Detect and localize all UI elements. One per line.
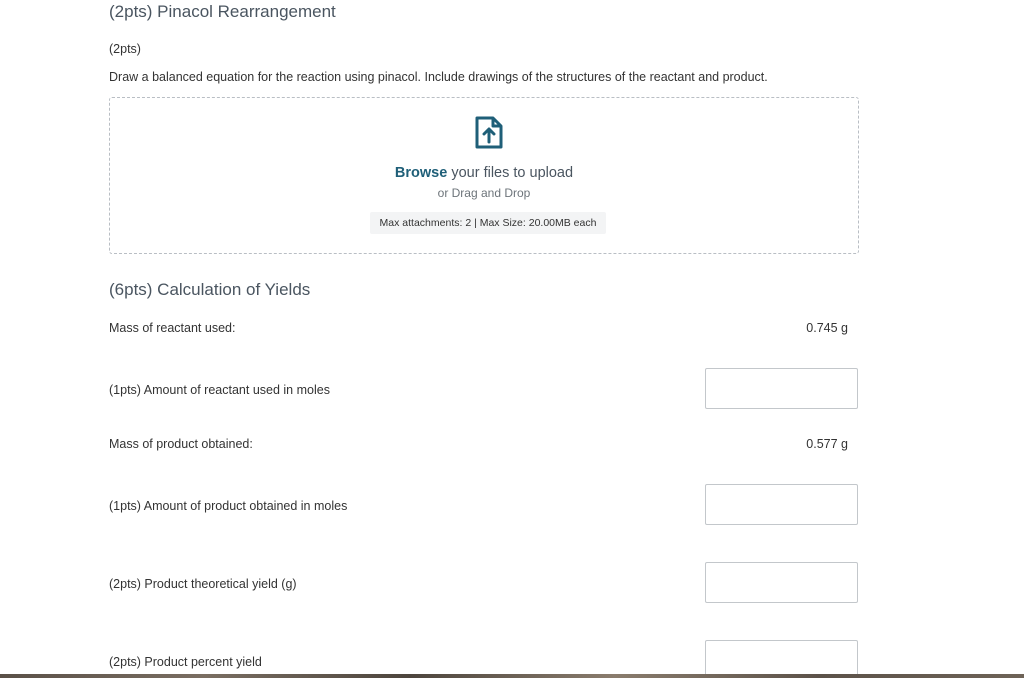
row-label-reactant-moles: (1pts) Amount of reactant used in moles <box>109 383 330 397</box>
upload-limits-badge: Max attachments: 2 | Max Size: 20.00MB each <box>370 212 606 234</box>
row-label-percent-yield: (2pts) Product percent yield <box>109 655 262 669</box>
section-title-pinacol: (2pts) Pinacol Rearrangement <box>109 2 336 21</box>
file-upload-dropzone[interactable] <box>109 97 859 254</box>
question-prompt: Draw a balanced equation for the reaction using pinacol. Include drawings of the structures of the reactant and product. <box>109 70 768 84</box>
theoretical-yield-input[interactable] <box>705 562 858 603</box>
row-label-product-mass: Mass of product obtained: <box>109 437 253 451</box>
upload-instruction <box>110 165 858 181</box>
background-strip <box>0 674 1024 678</box>
row-label-theoretical-yield: (2pts) Product theoretical yield (g) <box>109 577 297 591</box>
percent-yield-input[interactable] <box>705 640 858 678</box>
section-title-yields: (6pts) Calculation of Yields <box>109 280 311 299</box>
browse-files-link[interactable]: Browse <box>394 165 448 181</box>
drag-drop-hint: or Drag and Drop <box>437 186 531 200</box>
row-label-reactant-mass: Mass of reactant used: <box>109 321 236 335</box>
file-upload-icon[interactable] <box>474 116 504 150</box>
upload-instruction-suffix: your files to upload <box>447 165 574 181</box>
row-label-product-moles: (1pts) Amount of product obtained in moles <box>109 499 348 513</box>
question-points: (2pts) <box>109 42 141 56</box>
reactant-mass-value: 0.745 g <box>806 321 848 335</box>
product-mass-value: 0.577 g <box>806 437 848 451</box>
reactant-moles-input[interactable] <box>705 368 858 409</box>
product-moles-input[interactable] <box>705 484 858 525</box>
